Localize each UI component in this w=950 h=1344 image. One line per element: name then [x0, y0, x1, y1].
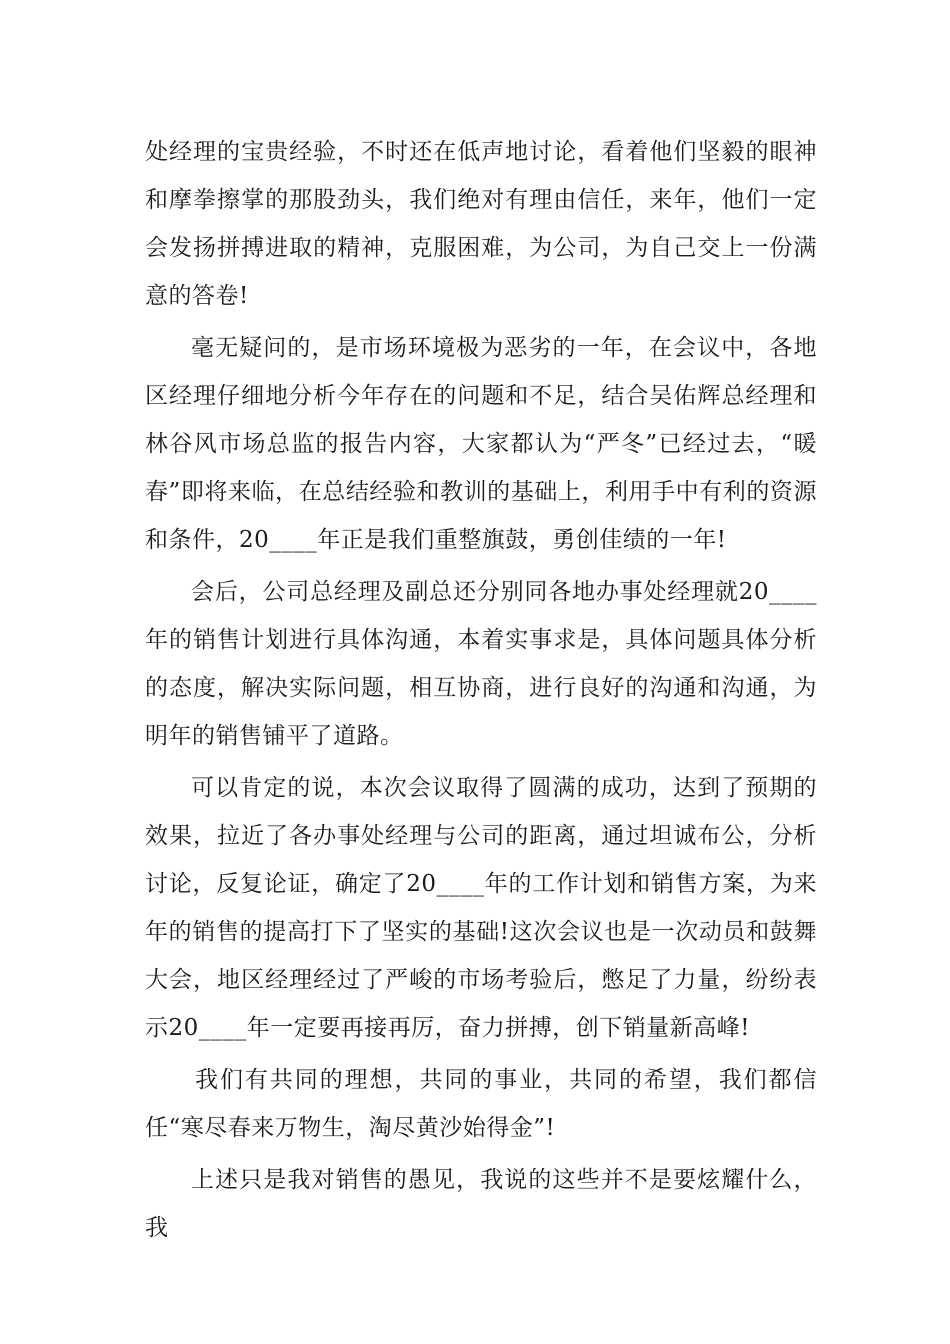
paragraph-5: 我们有共同的理想，共同的事业，共同的希望，我们都信任“寒尽春来万物生，淘尽黄沙始得金”! [145, 1067, 817, 1141]
paragraph-4: 可以肯定的说，本次会议取得了圆满的成功，达到了预期的效果，拉近了各办事处经理与公司的距离，通过坦诚布公，分析讨论，反复论证，确定了20____年的工作计划和销售方案，为来年的销售的提高打下了坚实的基础!这次会议也是一次动员和鼓舞大会，地区经理经过了严峻的市场考验后，憋足了力量，纷纷表示20____年一定要再接再厉，奋力拼搏，创下销量新高峰! [145, 775, 817, 1041]
paragraph-3: 会后，公司总经理及副总还分别同各地办事处经理就20____年的销售计划进行具体沟通，本着实事求是，具体问题具体分析的态度，解决实际问题，相互协商，进行良好的沟通和沟通，为明年的销售铺平了道路。 [145, 579, 817, 749]
paragraph-2: 毫无疑问的，是市场环境极为恶劣的一年，在会议中，各地区经理仔细地分析今年存在的问题和不足，结合吴佑辉总经理和林谷风市场总监的报告内容，大家都认为“严冬”已经过去，“暖春”即将来临，在总结经验和教训的基础上，利用手中有利的资源和条件，20____年正是我们重整旗鼓，勇创佳绩的一年! [145, 335, 817, 553]
paragraph-6: 上述只是我对销售的愚见，我说的这些并不是要炫耀什么，我 [145, 1167, 817, 1241]
document-body [145, 128, 817, 1252]
paragraph-1: 处经理的宝贵经验，不时还在低声地讨论，看着他们坚毅的眼神和摩拳擦掌的那股劲头，我们绝对有理由信任，来年，他们一定会发扬拼搏进取的精神，克服困难，为公司，为自己交上一份满意的答卷! [145, 139, 817, 309]
